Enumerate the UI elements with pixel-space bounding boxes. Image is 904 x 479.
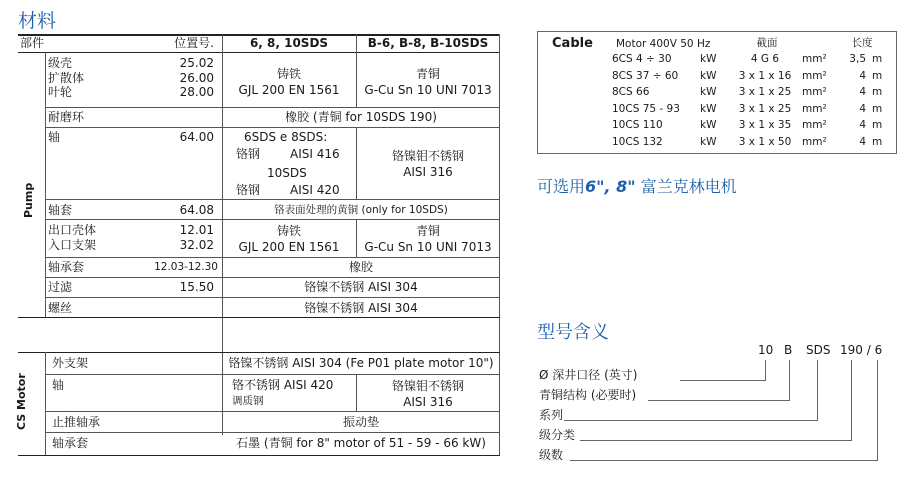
- material-r6: 橡胶: [348, 260, 373, 274]
- label-series: 系列: [539, 408, 564, 422]
- material-r3-col2: [356, 148, 500, 180]
- part-sleeve: 轴套: [48, 203, 73, 217]
- position-sleeve: 64.08: [179, 203, 214, 217]
- material-m1: 铬镍不锈钢 AISI 304 (Fe P01 plate motor 10"): [228, 356, 494, 370]
- cable-cell-mm: mm²: [802, 135, 827, 148]
- motor-label: CS Motor: [15, 373, 28, 430]
- label-bronze: 青铜结构 (必要时): [539, 388, 637, 402]
- cable-cell-model: 8CS 66: [612, 86, 650, 98]
- cable-cell-m: m: [872, 102, 883, 115]
- material-text: GJL 200 EN 1561: [238, 240, 340, 254]
- label-stage-count: 级数: [539, 448, 564, 462]
- cable-cell-m: m: [872, 119, 883, 131]
- material-text: 铸铁: [276, 67, 301, 81]
- franklin-note: [537, 174, 737, 197]
- shaft-aisi420: AISI 420: [290, 183, 340, 197]
- part-motor-shaft: 轴: [52, 378, 65, 392]
- part-outlet-casing: 出口壳体: [48, 223, 97, 237]
- label-diameter: Ø 深井口径 (英寸): [539, 368, 638, 382]
- shaft-chrome-steel-2: 铬钢: [236, 183, 261, 197]
- positions-r1: [140, 56, 214, 100]
- cable-cell-model: 10CS 132: [612, 135, 663, 148]
- pump-label: Pump: [22, 182, 35, 218]
- cable-cell-mm: mm²: [802, 119, 827, 131]
- position-shaft: 64.00: [179, 130, 214, 144]
- shaft-10sds: 10SDS: [267, 166, 307, 180]
- material-text: AISI 316: [403, 395, 453, 409]
- part-shaft: 轴: [48, 130, 61, 144]
- parts-r5: [48, 223, 96, 253]
- header-col2: B-6, B-8, B-10SDS: [367, 36, 489, 50]
- cable-cell-m: m: [872, 135, 883, 148]
- part-bearing-sleeve: 轴承套: [48, 260, 85, 274]
- cable-cell-section: 3 x 1 x 25: [738, 86, 792, 98]
- cable-cell-section: 3 x 1 x 35: [738, 119, 792, 131]
- position-strainer: 15.50: [179, 280, 214, 294]
- cable-cell-unit: kW: [700, 86, 717, 98]
- material-m2-col1-b: 调质钢: [232, 395, 264, 407]
- cable-cell-section: 3 x 1 x 50: [738, 135, 792, 148]
- cable-cell-unit: kW: [700, 53, 717, 65]
- material-text: G-Cu Sn 10 UNI 7013: [364, 240, 492, 254]
- cable-cell-len: 4: [859, 86, 866, 98]
- cable-table: [537, 31, 897, 154]
- franklin-post: 富兰克林电机: [635, 177, 737, 196]
- material-text: 青铜: [415, 224, 440, 238]
- cable-cell-section: 4 G 6: [750, 53, 780, 65]
- cable-cell-len: 4: [859, 119, 866, 131]
- position-value: 26.00: [179, 70, 214, 85]
- cable-header-section: 截面: [756, 37, 778, 49]
- shaft-aisi416: AISI 416: [290, 147, 340, 161]
- code-stage: 190 / 6: [840, 343, 883, 357]
- material-r4: 铬表面处理的黄铜 (only for 10SDS): [274, 204, 448, 216]
- material-text: 铬镍钼不锈钢: [391, 149, 464, 163]
- material-r5-col2: [356, 223, 500, 255]
- material-text: 铸铁: [276, 224, 301, 238]
- shaft-6-8sds: 6SDS e 8SDS:: [244, 130, 328, 144]
- parts-r1: [48, 56, 84, 100]
- materials-title: 材料: [18, 10, 57, 32]
- code-series: SDS: [806, 343, 831, 357]
- shaft-chrome-steel: 铬钢: [236, 147, 261, 161]
- cable-cell-len: 4: [859, 135, 866, 148]
- position-value: 12.01: [179, 223, 214, 237]
- header-position: 位置号.: [174, 36, 214, 50]
- part-strainer: 过滤: [48, 280, 73, 294]
- part-outer-bracket: 外支架: [52, 356, 89, 370]
- cable-cell-section: 3 x 1 x 25: [738, 102, 792, 115]
- part-impeller: 叶轮: [48, 85, 73, 99]
- material-text: 铬镍钼不锈钢: [391, 379, 464, 393]
- cable-cell-unit: kW: [700, 102, 717, 115]
- position-value: 32.02: [179, 238, 214, 252]
- cable-cell-len: 3,5: [849, 53, 866, 65]
- cable-cell-m: m: [872, 69, 883, 82]
- part-screws: 螺丝: [48, 301, 73, 315]
- cable-header-motor: Motor 400V 50 Hz: [616, 38, 711, 50]
- material-r7: 铬镍不锈钢 AISI 304: [304, 280, 418, 294]
- header-part: 部件: [20, 36, 45, 50]
- material-m3: 振动垫: [342, 415, 379, 429]
- material-r5-col1: [222, 223, 356, 255]
- cable-cell-unit: kW: [700, 119, 717, 131]
- positions-r5: [140, 223, 214, 253]
- cable-cell-mm: mm²: [802, 53, 827, 65]
- cable-cell-unit: kW: [700, 69, 717, 82]
- position-bearing-sleeve: 12.03-12.30: [154, 261, 218, 273]
- material-text: 青铜: [415, 67, 440, 81]
- cable-cell-mm: mm²: [802, 86, 827, 98]
- part-inlet-bracket: 入口支架: [48, 238, 97, 252]
- cable-cell-model: 10CS 75 - 93: [612, 102, 680, 115]
- part-wear-ring: 耐磨环: [48, 110, 85, 124]
- cable-cell-m: m: [872, 86, 883, 98]
- cable-cell-mm: mm²: [802, 69, 827, 82]
- cable-title: Cable: [552, 36, 593, 51]
- part-thrust-bearing: 止推轴承: [52, 415, 101, 429]
- cable-cell-model: 10CS 110: [612, 119, 663, 131]
- material-r8: 铬镍不锈钢 AISI 304: [304, 301, 418, 315]
- material-r1-col1: [222, 66, 356, 98]
- material-m4: 石墨 (青铜 for 8" motor of 51 - 59 - 66 kW): [236, 436, 486, 450]
- franklin-pre: 可选用: [537, 177, 586, 196]
- part-stage-casing: 级壳: [48, 56, 73, 70]
- material-m2-col1-a: 铬不锈钢 AISI 420: [232, 378, 334, 392]
- material-r2: 橡胶 (青铜 for 10SDS 190): [285, 110, 437, 124]
- code-diameter: 10: [758, 343, 774, 357]
- cable-header-length: 长度: [851, 37, 873, 49]
- cable-cell-section: 3 x 1 x 16: [738, 69, 792, 82]
- model-meaning-title: 型号含义: [537, 322, 609, 343]
- material-m2-col2: [356, 378, 500, 410]
- franklin-sizes: 6", 8": [585, 177, 636, 196]
- material-text: GJL 200 EN 1561: [238, 83, 340, 97]
- part-diffuser: 扩散体: [48, 70, 85, 85]
- cable-cell-model: 8CS 37 ÷ 60: [612, 69, 679, 82]
- material-text: AISI 316: [403, 165, 453, 179]
- label-stage-class: 级分类: [539, 428, 576, 442]
- cable-cell-unit: kW: [700, 135, 717, 148]
- cable-cell-len: 4: [859, 69, 866, 82]
- code-bronze: B: [784, 343, 793, 357]
- cable-cell-model: 6CS 4 ÷ 30: [612, 53, 672, 65]
- part-motor-bearing-sleeve: 轴承套: [52, 436, 89, 450]
- material-r1-col2: [356, 66, 500, 98]
- material-text: G-Cu Sn 10 UNI 7013: [364, 83, 492, 97]
- position-value: 25.02: [179, 56, 214, 70]
- cable-cell-len: 4: [859, 102, 866, 115]
- cable-cell-mm: mm²: [802, 102, 827, 115]
- cable-cell-m: m: [872, 53, 883, 65]
- header-col1: 6, 8, 10SDS: [249, 36, 329, 50]
- position-value: 28.00: [179, 85, 214, 99]
